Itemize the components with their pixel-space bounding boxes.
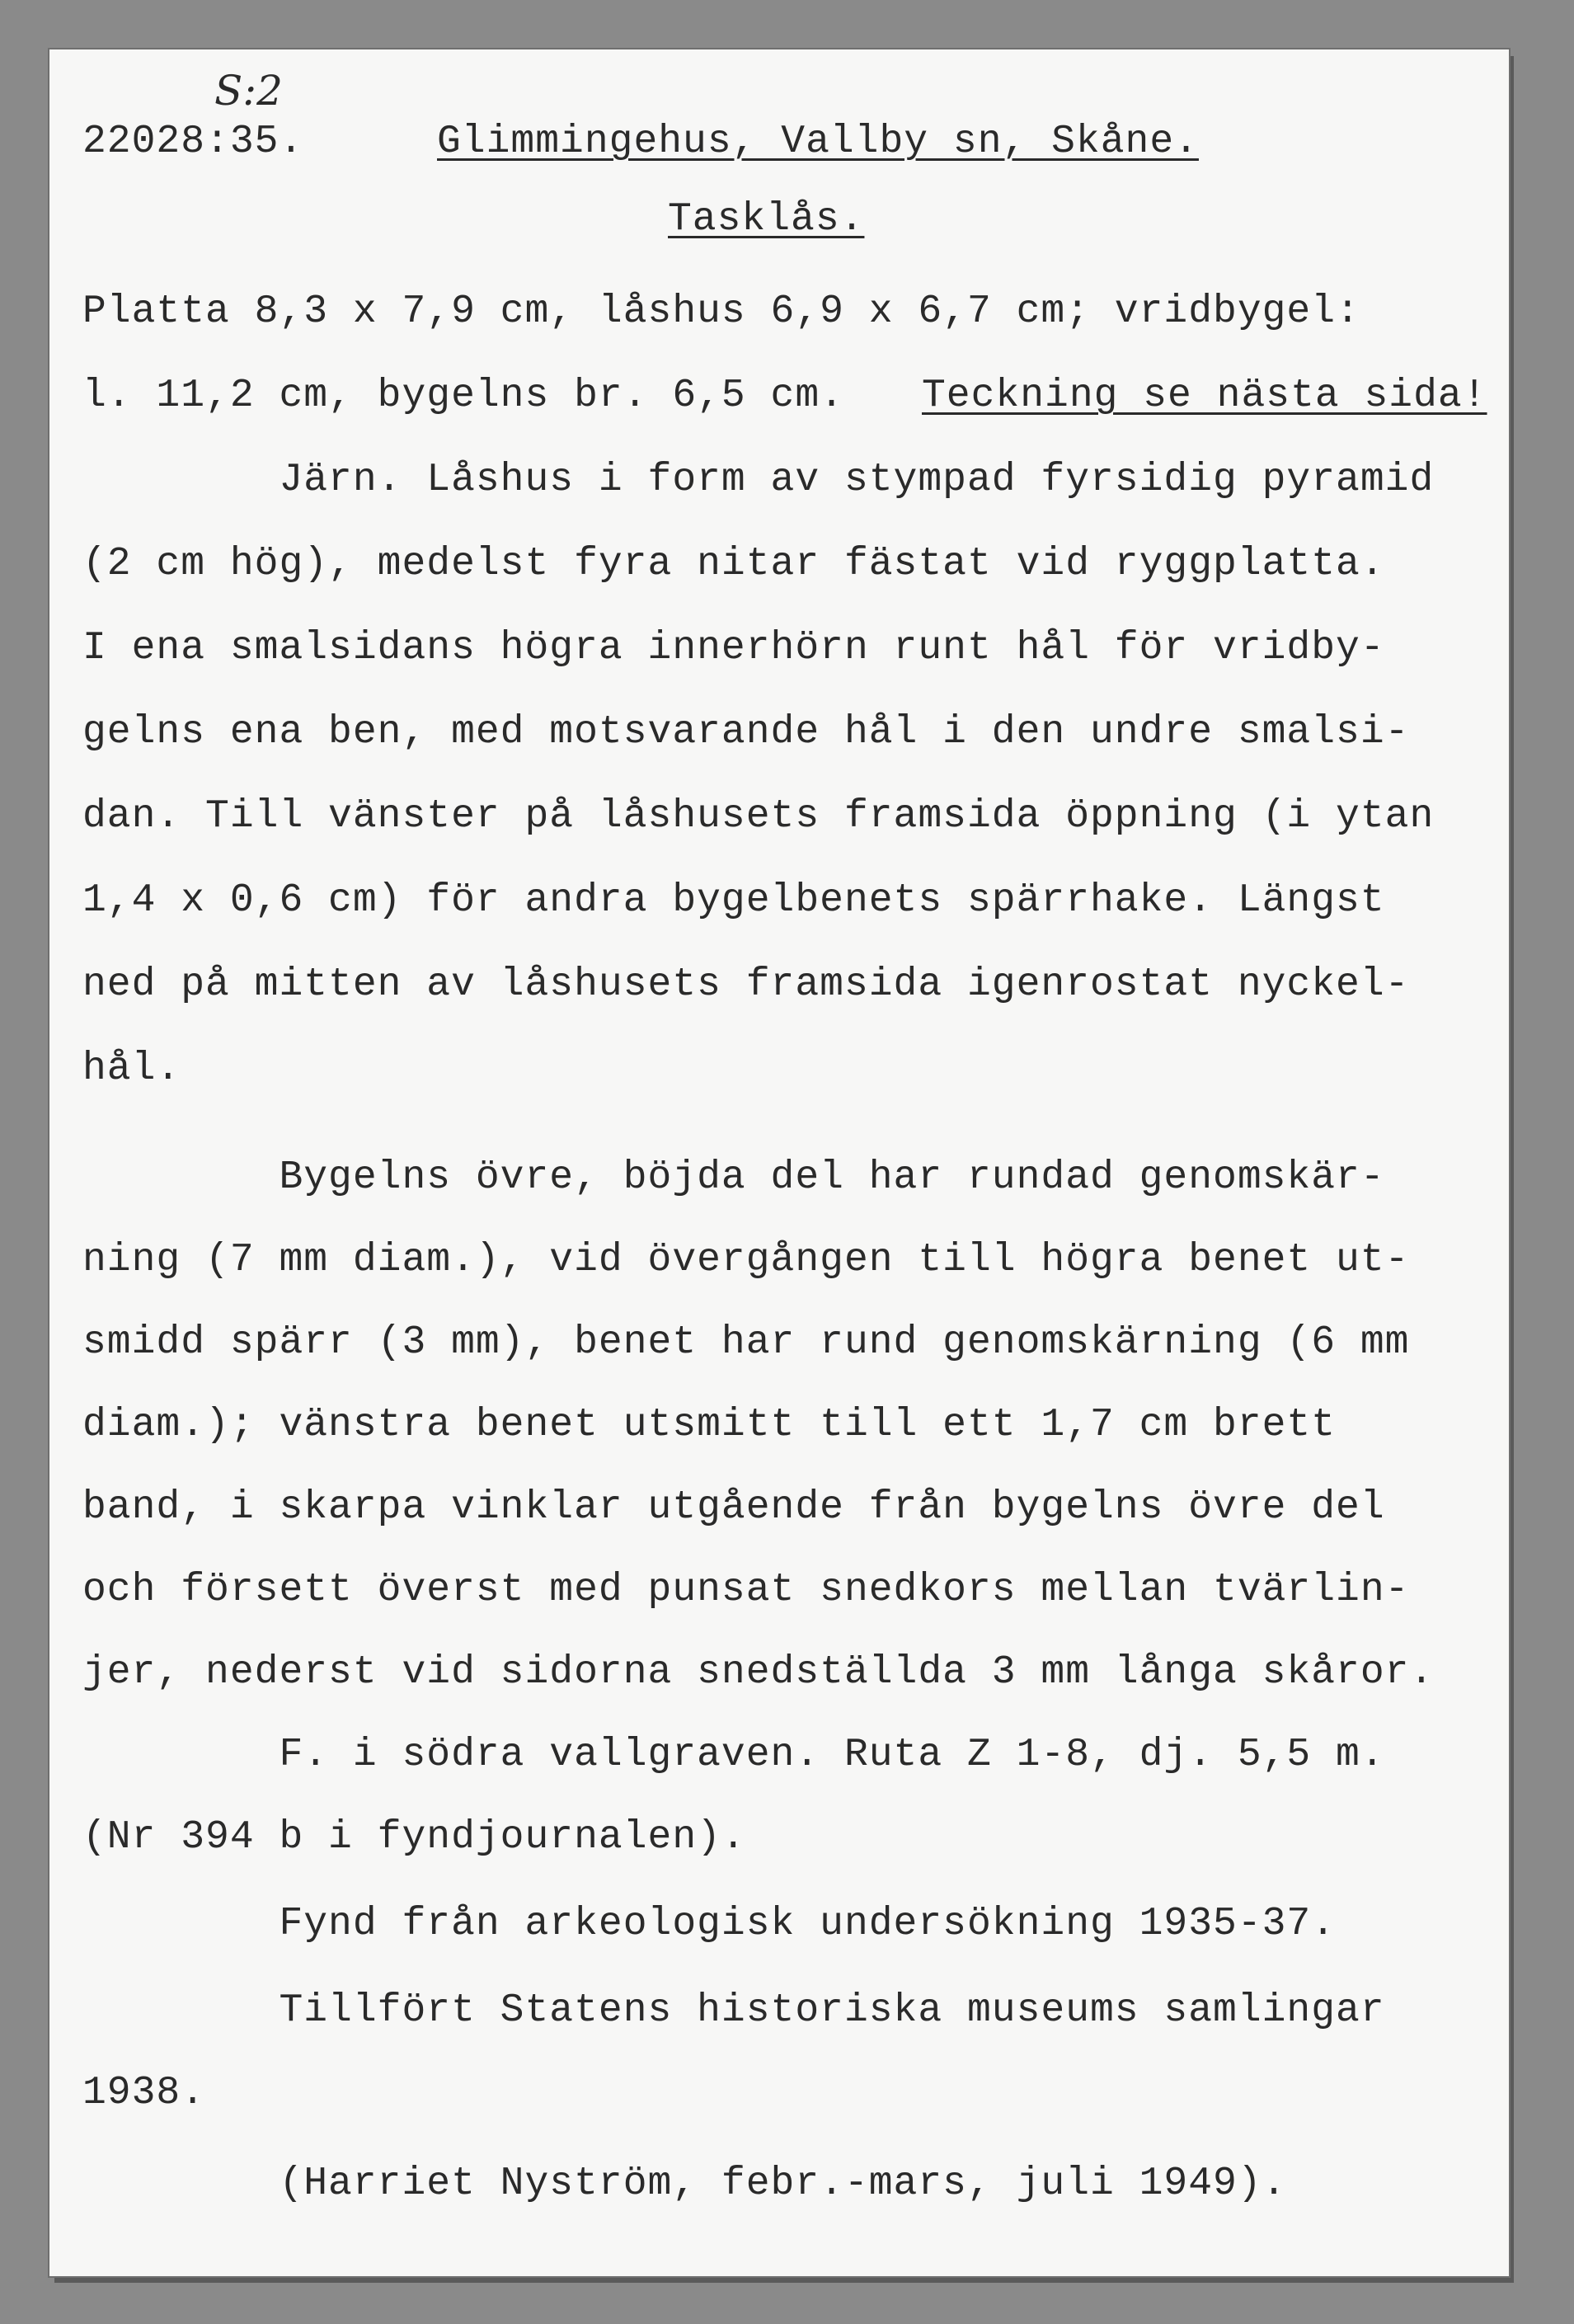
find-location: F. i södra vallgraven. Ruta Z 1-8, dj. 5,5 m. [82,1733,1385,1777]
text-line-13: smidd spärr (3 mm), benet har rund genomskärning (6 mm [82,1320,1410,1365]
text-line-10: hål. [82,1047,181,1091]
accession-year: 1938. [82,2071,206,2115]
text-line-6: gelns ena ben, med motsvarande hål i den undre smalsi- [82,710,1410,755]
find-journal-ref: (Nr 394 b i fyndjournalen). [82,1815,746,1860]
text-line-14: diam.); vänstra benet utsmitt till ett 1,7 cm brett [82,1403,1337,1447]
place-heading: Glimmingehus, Vallby sn, Skåne. [437,120,1199,164]
text-line-4: (2 cm hög), medelst fyra nitar fästat vid ryggplatta. [82,542,1385,586]
text-line-8: 1,4 x 0,6 cm) för andra bygelbenets spärrhake. Längst [82,878,1385,923]
text-line-15: band, i skarpa vinklar utgående från bygelns övre del [82,1485,1385,1530]
text-line-3: Järn. Låshus i form av stympad fyrsidig pyramid [82,458,1435,502]
text-line-5: I ena smalsidans högra innerhörn runt hål för vridby- [82,626,1385,670]
text-line-17: jer, nederst vid sidorna snedställda 3 mm långa skåror. [82,1650,1435,1695]
object-title: Tasklås. [668,197,865,242]
text-line-1: Platta 8,3 x 7,9 cm, låshus 6,9 x 6,7 cm; vridbygel: [82,289,1360,334]
handwritten-mark: S:2 [214,67,283,115]
text-line-12: ning (7 mm diam.), vid övergången till högra benet ut- [82,1238,1410,1282]
text-line-11: Bygelns övre, böjda del har rundad genomskär- [82,1155,1385,1200]
catalog-number: 22028:35. [82,120,304,164]
excavation-note: Fynd från arkeologisk undersökning 1935-37. [82,1902,1337,1946]
accession-note: Tillfört Statens historiska museums samlingar [82,1988,1385,2033]
text-line-7: dan. Till vänster på låshusets framsida öppning (i ytan [82,794,1435,839]
drawing-reference: Teckning se nästa sida! [922,374,1487,418]
author-signature: (Harriet Nyström, febr.-mars, juli 1949). [82,2162,1287,2206]
text-line-9: ned på mitten av låshusets framsida igenrostat nyckel- [82,962,1410,1007]
catalog-card [49,49,1509,2276]
text-line-16: och försett överst med punsat snedkors mellan tvärlin- [82,1568,1410,1612]
text-line-2: l. 11,2 cm, bygelns br. 6,5 cm. [82,374,869,418]
